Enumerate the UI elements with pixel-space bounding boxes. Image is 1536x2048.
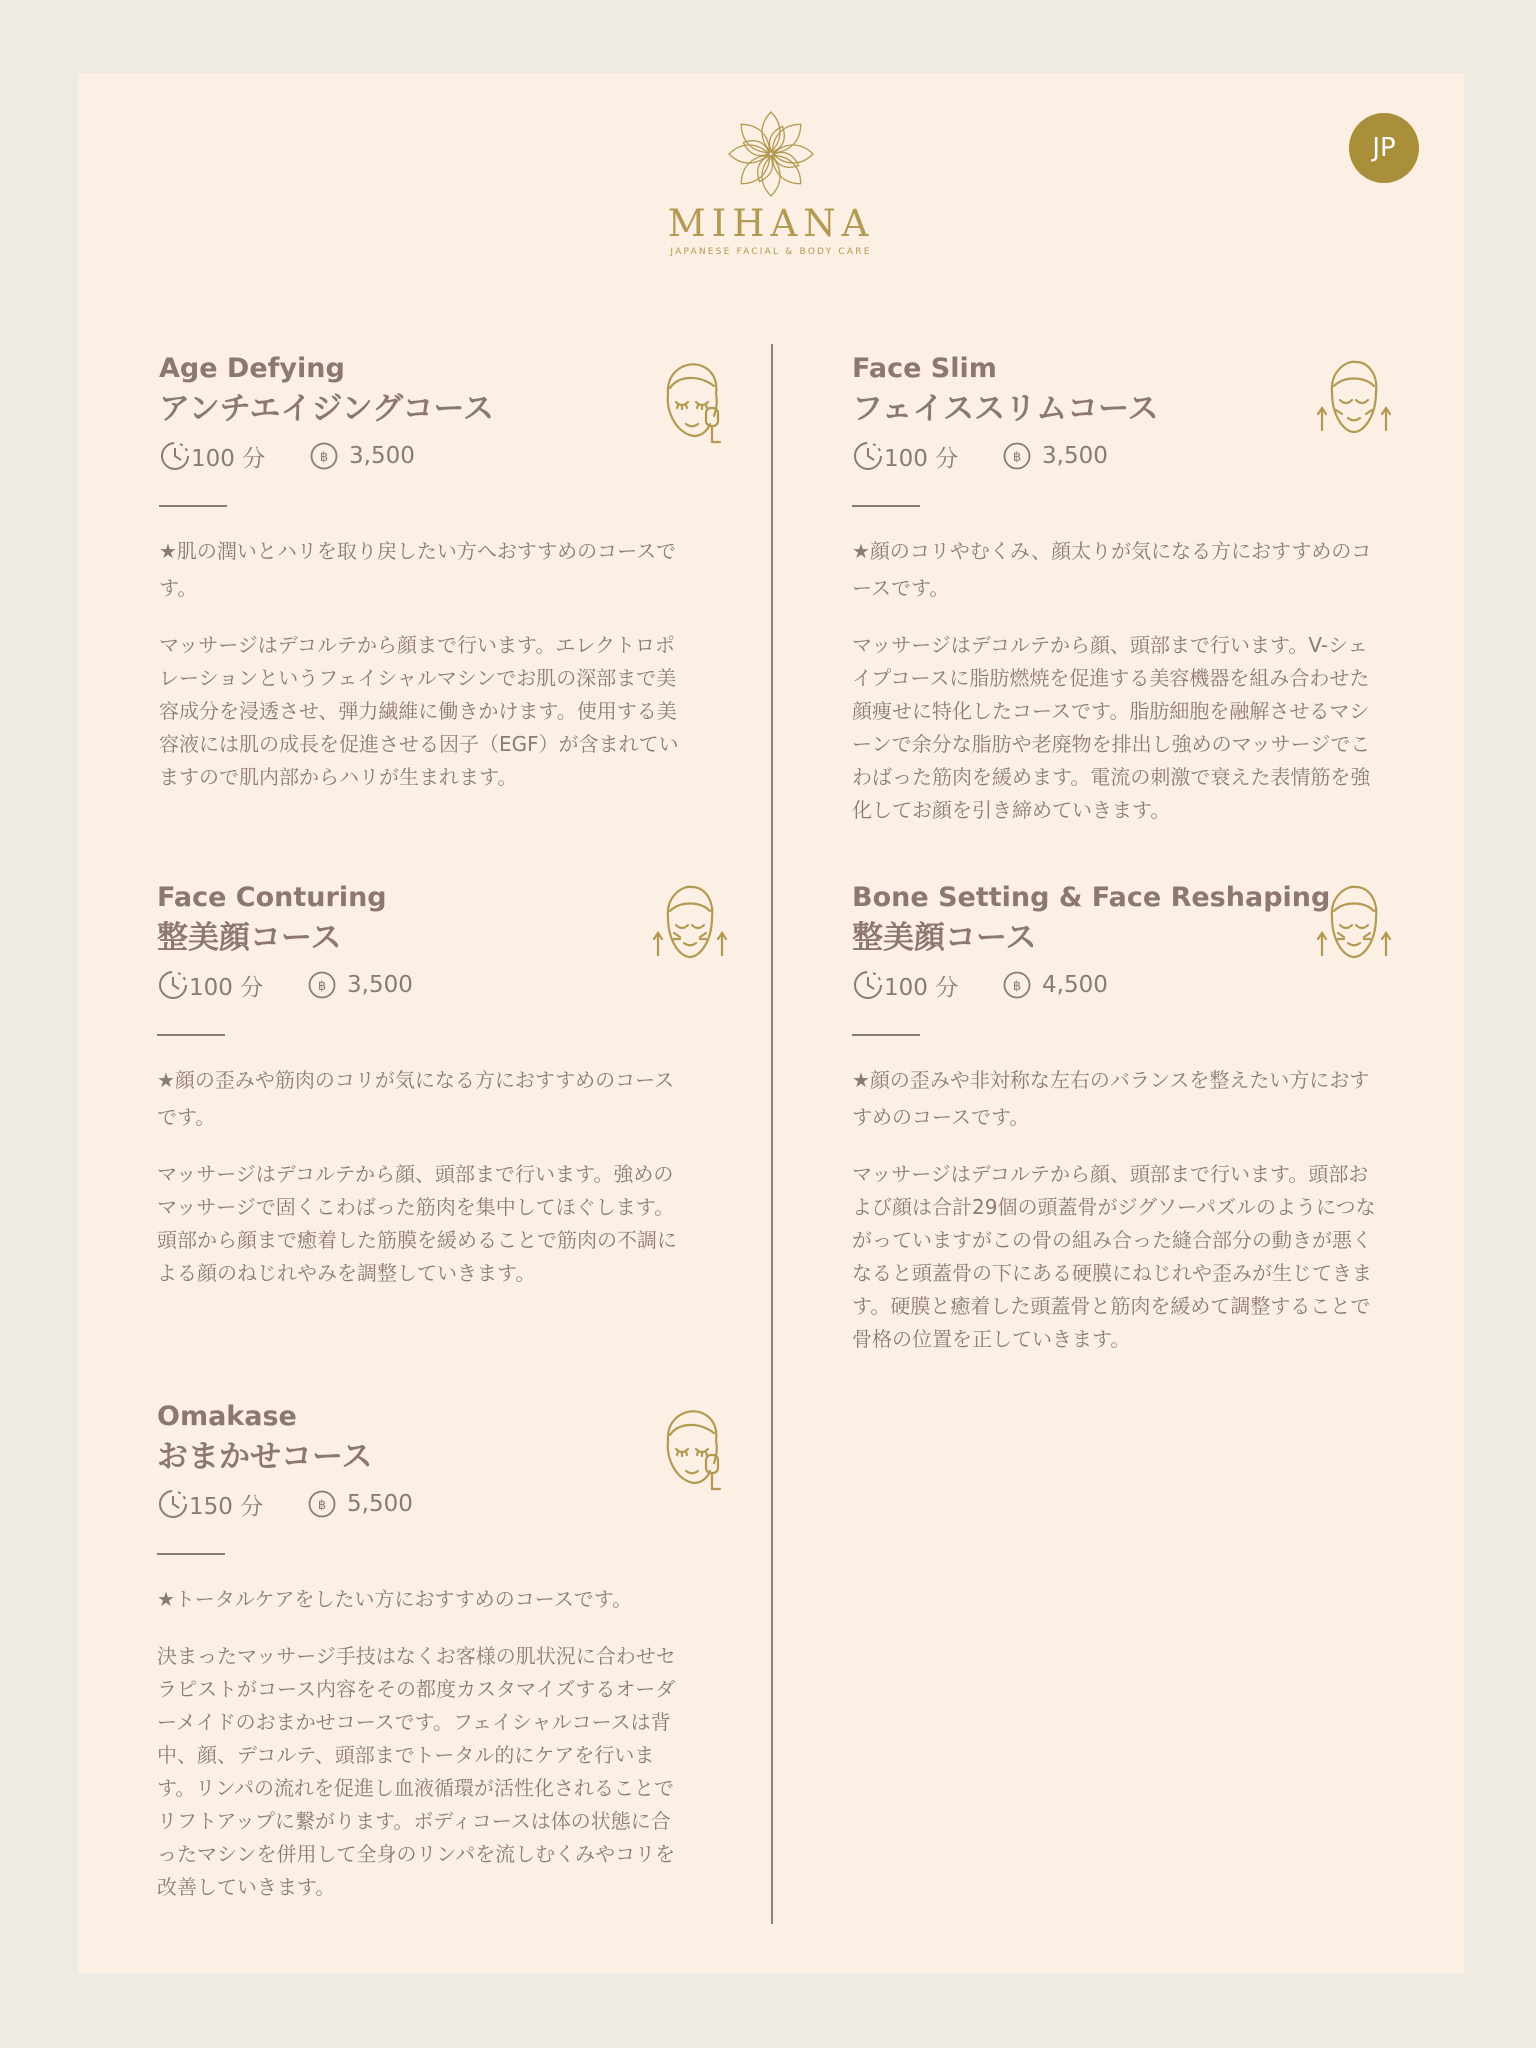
course-name-en: Omakase	[157, 1401, 297, 1432]
course-meta	[157, 1487, 687, 1521]
column-divider	[771, 344, 773, 1924]
course-description: マッサージはデコルテから顔まで行います。エレクトロポレーションというフェイシャルマシンでお肌の深部まで美容成分を浸透させ、弾力繊維に働きかけます。使用する美容液には肌の成長を促進させる因子（EGF）が含まれていますので肌内部からハリが生まれます。	[159, 633, 679, 789]
course-description: マッサージはデコルテから顔、頭部まで行います。頭部および顔は合計29個の頭蓋骨がジグソーパズルのようにつながっていますがこの骨の組み合った縫合部分の動きが悪くなると頭蓋骨の下にある硬膜にねじれや歪みが生じてきます。硬膜と癒着した頭蓋骨と筋肉を緩めて調整することで骨格の位置を正していきます。	[852, 1162, 1376, 1351]
course-card	[159, 351, 689, 794]
course-name-jp: アンチエイジングコース	[159, 391, 494, 427]
baht-icon	[307, 1489, 337, 1519]
price-text: 4,500	[1042, 972, 1108, 998]
price	[1002, 970, 1108, 1000]
duration	[157, 969, 307, 1002]
menu-page	[78, 73, 1464, 1973]
course-rule	[852, 1034, 920, 1036]
course-name-en: Bone Setting & Face Reshaping	[852, 882, 1331, 913]
brand-name: MIHANA	[667, 202, 875, 245]
duration-text: 150 分	[189, 1493, 264, 1520]
baht-icon	[1002, 970, 1032, 1000]
price	[309, 441, 415, 471]
face-lift-icon	[1316, 358, 1392, 444]
course-card	[157, 1399, 687, 1904]
price-text: 3,500	[1042, 443, 1108, 469]
course-name-jp: フェイススリムコース	[852, 391, 1159, 427]
course-card	[852, 880, 1382, 1356]
course-name-jp: 整美顔コース	[157, 920, 342, 956]
lotus-icon	[726, 108, 816, 200]
clock-icon	[852, 969, 884, 1001]
course-rule	[852, 505, 920, 507]
course-meta	[852, 968, 1382, 1002]
course-intro: ★顔のコリやむくみ、顔太りが気になる方におすすめのコースです。	[852, 539, 1372, 600]
baht-icon	[307, 970, 337, 1000]
course-rule	[157, 1553, 225, 1555]
brand-logo	[78, 108, 1464, 257]
duration	[157, 1488, 307, 1521]
language-button[interactable]: JP	[1349, 113, 1419, 183]
course-name-en: Face Conturing	[157, 882, 387, 913]
price-text: 3,500	[349, 443, 415, 469]
clock-icon	[157, 1488, 189, 1520]
course-description: マッサージはデコルテから顔、頭部まで行います。強めのマッサージで固くこわばった筋肉を集中してほぐします。頭部から顔まで癒着した筋膜を緩めることで筋肉の不調による顔のねじれやみを調整していきます。	[157, 1162, 677, 1285]
course-meta	[852, 439, 1382, 473]
duration-text: 100 分	[191, 445, 266, 472]
course-meta	[157, 968, 687, 1002]
clock-icon	[157, 969, 189, 1001]
face-roller-icon	[658, 1405, 728, 1497]
course-intro: ★肌の潤いとハリを取り戻したい方へおすすめのコースです。	[159, 539, 677, 600]
price	[1002, 441, 1108, 471]
svg-text:฿: ฿	[317, 1498, 327, 1513]
duration-text: 100 分	[189, 974, 264, 1001]
clock-icon	[159, 440, 191, 472]
clock-icon	[852, 440, 884, 472]
course-name-jp: おまかせコース	[157, 1439, 373, 1475]
course-intro: ★顔の歪みや筋肉のコリが気になる方におすすめのコースです。	[157, 1068, 675, 1129]
course-description: 決まったマッサージ手技はなくお客様の肌状況に合わせセラピストがコース内容をその都度カスタマイズするオーダーメイドのおまかせコースです。フェイシャルコースは背中、顔、デコルテ、頭部までトータル的にケアを行います。リンパの流れを促進し血液循環が活性化されることでリフトアップに繋がります。ボディコースは体の状態に合ったマシンを併用して全身のリンパを流しむくみやコリを改善していきます。	[157, 1644, 676, 1899]
price-text: 5,500	[347, 1491, 413, 1517]
course-card	[852, 351, 1382, 827]
course-intro: ★トータルケアをしたい方におすすめのコースです。	[157, 1587, 633, 1611]
duration	[852, 440, 1002, 473]
brand-tagline: JAPANESE FACIAL & BODY CARE	[670, 247, 872, 257]
course-rule	[157, 1034, 225, 1036]
price-text: 3,500	[347, 972, 413, 998]
price	[307, 970, 413, 1000]
svg-text:฿: ฿	[319, 450, 329, 465]
face-contour-icon	[1316, 883, 1392, 969]
course-name-en: Age Defying	[159, 353, 345, 384]
course-intro: ★顔の歪みや非対称な左右のバランスを整えたい方におすすめのコースです。	[852, 1068, 1370, 1129]
course-meta	[159, 439, 689, 473]
course-description: マッサージはデコルテから顔、頭部まで行います。V-シェイプコースに脂肪燃焼を促進する美容機器を組み合わせた顔痩せに特化したコースです。脂肪細胞を融解させるマシーンで余分な脂肪や老廃物を排出し強めのマッサージでこわばった筋肉を緩めます。電流の刺激で衰えた表情筋を強化してお顔を引き締めていきます。	[852, 633, 1371, 822]
duration	[159, 440, 309, 473]
face-roller-icon	[658, 358, 728, 450]
duration-text: 100 分	[884, 445, 959, 472]
course-name-jp: 整美顔コース	[852, 920, 1037, 956]
course-name-en: Face Slim	[852, 353, 997, 384]
face-contour-icon	[652, 883, 728, 969]
baht-icon	[1002, 441, 1032, 471]
baht-icon	[309, 441, 339, 471]
svg-text:฿: ฿	[1012, 450, 1022, 465]
svg-text:฿: ฿	[317, 979, 327, 994]
duration	[852, 969, 1002, 1002]
course-card	[157, 880, 687, 1290]
course-rule	[159, 505, 227, 507]
price	[307, 1489, 413, 1519]
svg-text:฿: ฿	[1012, 979, 1022, 994]
duration-text: 100 分	[884, 974, 959, 1001]
